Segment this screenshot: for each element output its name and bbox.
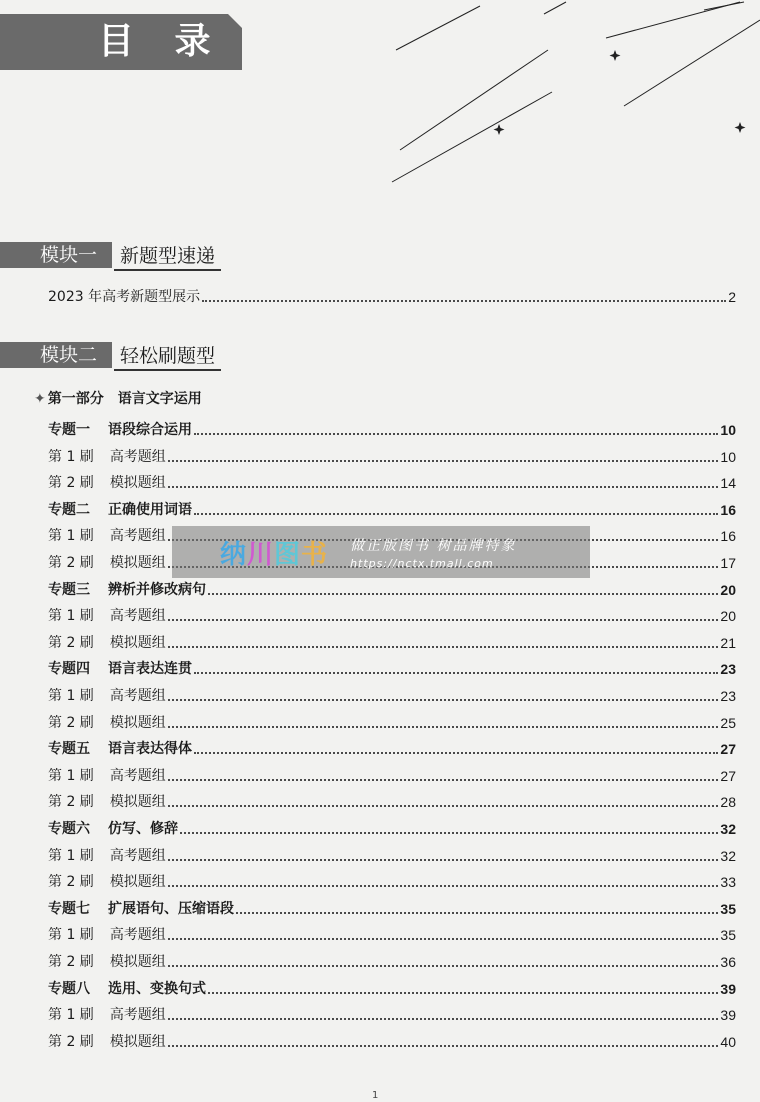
toc-entry-label: 高考题组 xyxy=(109,688,166,704)
toc-sub-row xyxy=(48,447,736,467)
dot-leader xyxy=(168,619,719,621)
dot-leader xyxy=(168,646,719,648)
toc-entry-prefix: 第 2 刷 xyxy=(48,635,94,651)
toc-entry-label: 语言表达得体 xyxy=(108,741,192,757)
toc-sub-row xyxy=(48,872,736,892)
toc-sub-row xyxy=(48,633,736,653)
toc-sub-row xyxy=(48,1032,736,1052)
toc-topic-row xyxy=(48,420,736,440)
toc-entry-prefix: 第 2 刷 xyxy=(48,874,94,890)
part-heading-label: 第一部分 语言文字运用 xyxy=(47,391,202,407)
toc-entry-label: 高考题组 xyxy=(109,528,166,544)
watermark-text xyxy=(350,535,516,570)
dot-leader xyxy=(168,779,719,781)
toc-entry-page: 27 xyxy=(720,741,736,757)
toc-entry-prefix: 第 1 刷 xyxy=(48,768,94,784)
toc-entry-page: 28 xyxy=(720,794,736,810)
dot-leader xyxy=(208,992,718,994)
toc-entry-label: 语段综合运用 xyxy=(108,422,192,438)
toc-entry-page: 14 xyxy=(720,475,736,491)
dot-leader xyxy=(168,1018,719,1020)
toc-entry-page: 27 xyxy=(720,768,736,784)
toc-entry-label: 模拟题组 xyxy=(109,1034,166,1050)
toc-sub-row xyxy=(48,686,736,706)
toc-entry-page: 10 xyxy=(720,422,736,438)
toc-entry-label: 语言表达连贯 xyxy=(108,661,192,677)
toc-entry-page: 16 xyxy=(720,528,736,544)
toc-entry-label: 高考题组 xyxy=(109,927,166,943)
toc-entry-page: 36 xyxy=(720,954,736,970)
toc-entry-label: 高考题组 xyxy=(109,1007,166,1023)
toc-entry-page: 20 xyxy=(720,608,736,624)
page-title: 目 录 xyxy=(98,21,225,62)
toc-entry-label: 高考题组 xyxy=(109,848,166,864)
dot-leader xyxy=(194,433,718,435)
toc-sub-row xyxy=(48,766,736,786)
dot-leader xyxy=(168,699,719,701)
toc-entry-label: 模拟题组 xyxy=(109,874,166,890)
toc-entry-page: 10 xyxy=(720,449,736,465)
toc-entry-label: 选用、变换句式 xyxy=(108,981,206,997)
module-2-name: 轻松刷题型 xyxy=(114,343,221,371)
toc-entry-intro xyxy=(48,287,736,307)
toc-entry-label: 仿写、修辞 xyxy=(108,821,178,837)
dot-leader xyxy=(168,885,719,887)
toc-entry-page: 32 xyxy=(720,821,736,837)
toc-entry-prefix: 第 1 刷 xyxy=(48,528,94,544)
dot-leader xyxy=(208,593,718,595)
watermark xyxy=(172,526,590,578)
toc-entry-page: 39 xyxy=(720,1007,736,1023)
toc-topic-row xyxy=(48,899,736,919)
toc-entry-label: 正确使用词语 xyxy=(108,502,192,518)
toc-entry-prefix: 专题四 xyxy=(48,661,90,677)
dot-leader xyxy=(194,672,718,674)
toc-topic-row xyxy=(48,819,736,839)
toc-entry-label: 高考题组 xyxy=(109,768,166,784)
toc-entry-label: 模拟题组 xyxy=(109,954,166,970)
toc-sub-row xyxy=(48,606,736,626)
toc-entry-prefix: 第 2 刷 xyxy=(48,715,94,731)
toc-topic-row xyxy=(48,500,736,520)
dot-leader xyxy=(194,752,718,754)
toc-entry-label: 高考题组 xyxy=(109,449,166,465)
toc-entry-prefix: 第 1 刷 xyxy=(48,449,94,465)
toc-topic-row xyxy=(48,739,736,759)
toc-entry-page: 35 xyxy=(720,927,736,943)
dot-leader xyxy=(168,1045,719,1047)
dot-leader xyxy=(168,726,719,728)
toc-entry-prefix: 专题八 xyxy=(48,981,90,997)
dot-leader xyxy=(202,300,726,302)
toc-topic-row xyxy=(48,659,736,679)
toc-sub-row xyxy=(48,925,736,945)
toc-entry-label: 高考题组 xyxy=(109,608,166,624)
toc-entry-page: 40 xyxy=(720,1034,736,1050)
toc-sub-row xyxy=(48,846,736,866)
toc-entry-prefix: 专题五 xyxy=(48,741,90,757)
dot-leader xyxy=(168,965,719,967)
watermark-url: https://nctx.tmall.com xyxy=(350,556,494,570)
toc-entry-prefix: 专题一 xyxy=(48,422,90,438)
toc-entry-page: 23 xyxy=(720,688,736,704)
toc-entry-label: 扩展语句、压缩语段 xyxy=(108,901,234,917)
toc-entry-label: 模拟题组 xyxy=(109,475,166,491)
dot-leader xyxy=(168,938,719,940)
toc-sub-row xyxy=(48,952,736,972)
toc-entry-prefix: 专题七 xyxy=(48,901,90,917)
toc-entry-page: 17 xyxy=(720,555,736,571)
toc-entry-prefix: 专题二 xyxy=(48,502,90,518)
toc-entry-page: 2 xyxy=(728,289,736,305)
dot-leader xyxy=(168,859,719,861)
page-footer-mark: 1 xyxy=(372,1090,379,1101)
toc-entry-page: 33 xyxy=(720,874,736,890)
dot-leader xyxy=(168,486,719,488)
toc-entry-page: 35 xyxy=(720,901,736,917)
toc-entry-prefix: 第 2 刷 xyxy=(48,794,94,810)
dot-leader xyxy=(194,513,718,515)
toc-sub-row xyxy=(48,1005,736,1025)
toc-entry-prefix: 第 1 刷 xyxy=(48,1007,94,1023)
toc-topic-row xyxy=(48,979,736,999)
toc-entry-label: 模拟题组 xyxy=(109,555,166,571)
toc-entry-label: 模拟题组 xyxy=(109,794,166,810)
dot-leader xyxy=(180,832,718,834)
toc-entry-label: 2023 年高考新题型展示 xyxy=(48,289,201,305)
toc-entry-page: 32 xyxy=(720,848,736,864)
toc-entry-page: 16 xyxy=(720,502,736,518)
watermark-slogan: 做正版图书 树品牌特象 xyxy=(350,537,517,554)
toc-entry-page: 21 xyxy=(720,635,736,651)
toc-entry-page: 23 xyxy=(720,661,736,677)
toc-entry-prefix: 专题六 xyxy=(48,821,90,837)
decorative-lines xyxy=(0,0,760,200)
toc-entry-prefix: 第 2 刷 xyxy=(48,475,94,491)
dot-leader xyxy=(168,460,719,462)
toc-entry-page: 20 xyxy=(720,582,736,598)
toc-topic-row xyxy=(48,580,736,600)
toc-entry-prefix: 专题三 xyxy=(48,582,90,598)
toc-entry-page: 25 xyxy=(720,715,736,731)
toc-entry-prefix: 第 2 刷 xyxy=(48,555,94,571)
toc-entry-prefix: 第 1 刷 xyxy=(48,927,94,943)
part-heading xyxy=(34,388,202,410)
toc-entry-prefix: 第 1 刷 xyxy=(48,688,94,704)
toc-entry-prefix: 第 2 刷 xyxy=(48,1034,94,1050)
watermark-logo: 纳川图书 xyxy=(220,539,329,570)
sparkle-icon xyxy=(494,50,746,135)
dot-leader xyxy=(236,912,718,914)
toc-sub-row xyxy=(48,792,736,812)
toc-sub-row xyxy=(48,473,736,493)
module-1-name: 新题型速递 xyxy=(114,243,221,271)
toc-entry-label: 辨析并修改病句 xyxy=(108,582,206,598)
toc-entry-prefix: 第 1 刷 xyxy=(48,848,94,864)
toc-entry-label: 模拟题组 xyxy=(109,635,166,651)
dot-leader xyxy=(168,805,719,807)
toc-sub-row xyxy=(48,713,736,733)
star-icon: ✦ xyxy=(34,391,46,407)
toc-entry-label: 模拟题组 xyxy=(109,715,166,731)
module-1-tab: 模块一 xyxy=(0,242,112,268)
toc-entry-prefix: 第 2 刷 xyxy=(48,954,94,970)
toc-entry-prefix: 第 1 刷 xyxy=(48,608,94,624)
module-2-tab: 模块二 xyxy=(0,342,112,368)
toc-entry-page: 39 xyxy=(720,981,736,997)
